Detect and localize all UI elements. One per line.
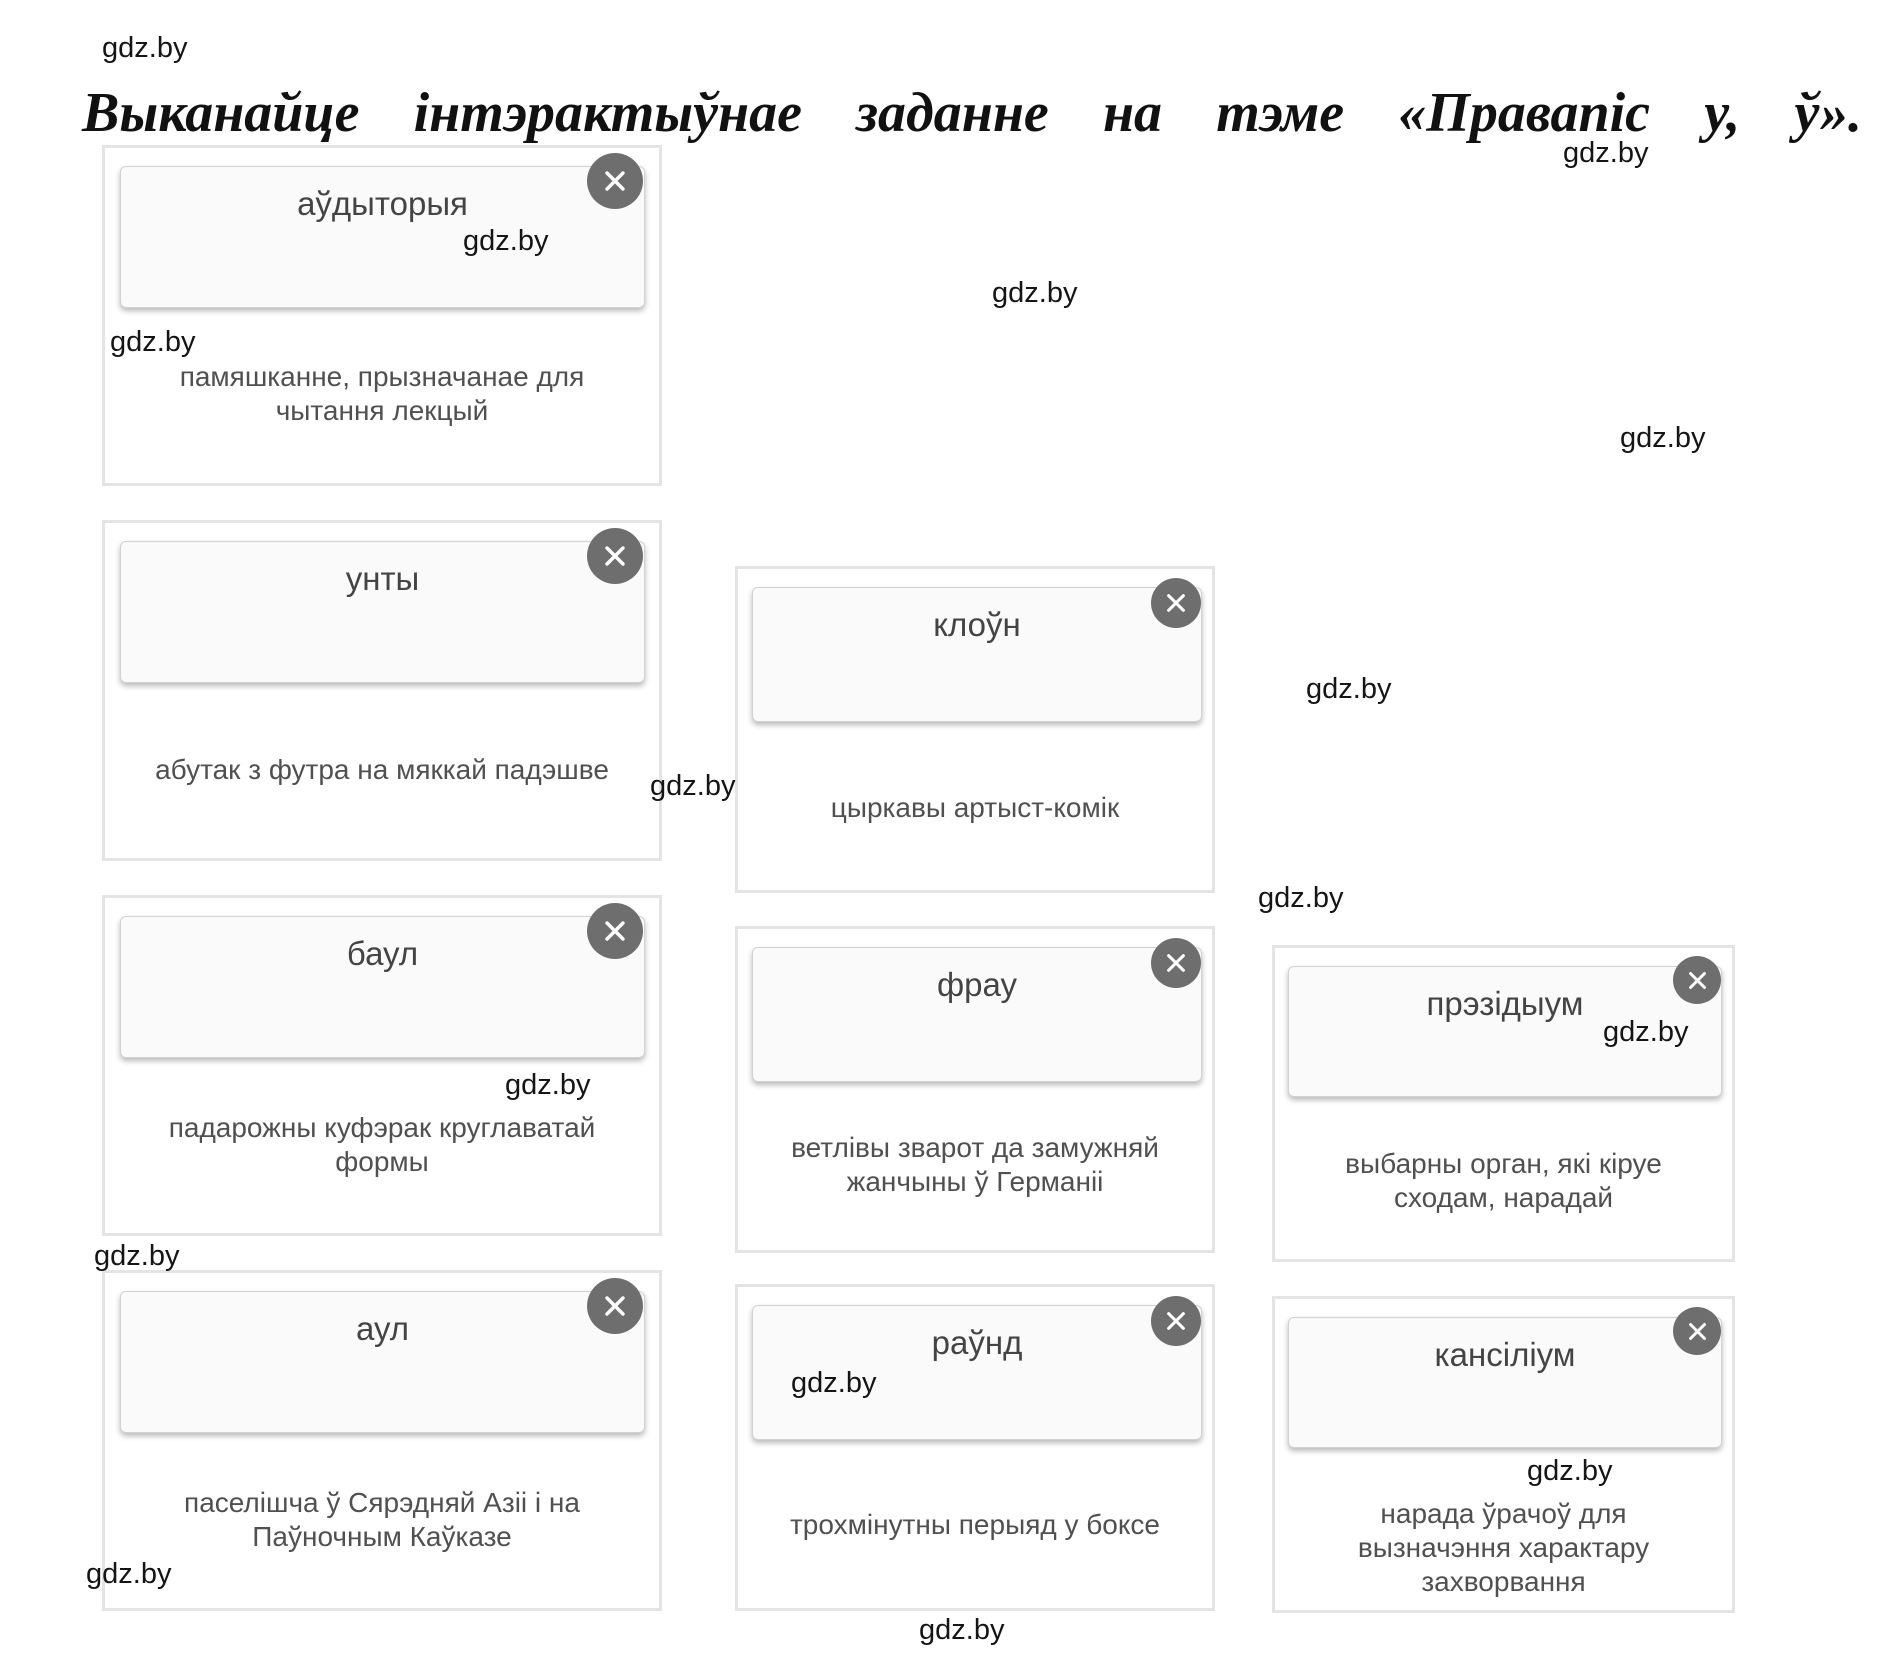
word-label: клоўн bbox=[933, 606, 1021, 643]
watermark: gdz.by bbox=[110, 326, 196, 358]
word-box[interactable] bbox=[120, 1291, 645, 1433]
word-label: фрау bbox=[937, 966, 1017, 1003]
word-label: раўнд bbox=[931, 1324, 1023, 1361]
watermark: gdz.by bbox=[1258, 882, 1344, 914]
close-icon[interactable] bbox=[1673, 1307, 1721, 1355]
title-word: на bbox=[1102, 82, 1163, 144]
word-card bbox=[1272, 945, 1735, 1262]
watermark: gdz.by bbox=[650, 770, 736, 802]
word-box[interactable] bbox=[120, 916, 645, 1058]
watermark: gdz.by bbox=[1620, 422, 1706, 454]
word-description: ветлівы зварот да замужняй жанчыны ў Германіі bbox=[791, 1132, 1159, 1197]
word-card bbox=[735, 926, 1215, 1253]
watermark: gdz.by bbox=[86, 1558, 172, 1590]
word-box[interactable] bbox=[752, 587, 1202, 722]
word-card bbox=[1272, 1296, 1735, 1613]
word-description: нарада ўрачоў для вызначэння характару захворвання bbox=[1357, 1498, 1650, 1597]
word-description: памяшканне, прызначанае для чытання лекцый bbox=[179, 361, 585, 426]
word-card bbox=[102, 145, 662, 486]
word-label: прэзідыум bbox=[1426, 985, 1584, 1022]
word-label: аул bbox=[355, 1310, 409, 1347]
title-word: інтэрактыўнае bbox=[413, 82, 802, 144]
word-description: трохмінутны перыяд у боксе bbox=[789, 1509, 1160, 1540]
watermark: gdz.by bbox=[919, 1614, 1005, 1646]
word-label: унты bbox=[345, 560, 420, 597]
watermark: gdz.by bbox=[1603, 1016, 1689, 1048]
word-box[interactable] bbox=[120, 166, 645, 308]
word-card bbox=[735, 566, 1215, 893]
watermark: gdz.by bbox=[992, 277, 1078, 309]
watermark: gdz.by bbox=[1527, 1455, 1613, 1487]
close-icon[interactable] bbox=[587, 1278, 643, 1334]
close-icon[interactable] bbox=[1673, 956, 1721, 1004]
word-box[interactable] bbox=[120, 541, 645, 683]
close-icon[interactable] bbox=[1151, 578, 1201, 628]
watermark: gdz.by bbox=[463, 225, 549, 257]
word-description: падарожны куфэрак круглаватай формы bbox=[168, 1112, 596, 1177]
close-icon[interactable] bbox=[1151, 1296, 1201, 1346]
close-icon[interactable] bbox=[587, 903, 643, 959]
watermark: gdz.by bbox=[94, 1240, 180, 1272]
title-word: тэме bbox=[1216, 82, 1345, 144]
word-description: паселішча ў Сярэдняй Азіі і на Паўночным Каўказе bbox=[184, 1487, 580, 1552]
watermark: gdz.by bbox=[102, 32, 188, 64]
word-description: абутак з футра на мяккай падэшве bbox=[155, 754, 609, 785]
title-word: у, bbox=[1704, 82, 1741, 144]
word-box[interactable] bbox=[752, 947, 1202, 1082]
watermark: gdz.by bbox=[791, 1367, 877, 1399]
close-icon[interactable] bbox=[587, 528, 643, 584]
watermark: gdz.by bbox=[1306, 673, 1392, 705]
word-card bbox=[102, 1270, 662, 1611]
word-description: цыркавы артыст-комік bbox=[830, 792, 1120, 823]
close-icon[interactable] bbox=[1151, 938, 1201, 988]
close-icon[interactable] bbox=[587, 153, 643, 209]
word-card bbox=[735, 1284, 1215, 1611]
title-word: ў». bbox=[1794, 82, 1862, 144]
title-word: «Правапіс bbox=[1398, 82, 1651, 144]
watermark: gdz.by bbox=[505, 1069, 591, 1101]
word-label: аўдыторыя bbox=[297, 185, 468, 222]
word-description: выбарны орган, які кіруе сходам, нарадай bbox=[1345, 1148, 1662, 1213]
word-card bbox=[102, 520, 662, 861]
title-word: Выканайце bbox=[82, 82, 360, 144]
word-card bbox=[102, 895, 662, 1236]
word-box[interactable] bbox=[1288, 1317, 1722, 1448]
title-word: заданне bbox=[856, 82, 1049, 144]
word-label: баул bbox=[346, 935, 419, 972]
watermark: gdz.by bbox=[1563, 137, 1649, 169]
word-label: кансіліум bbox=[1434, 1336, 1576, 1373]
